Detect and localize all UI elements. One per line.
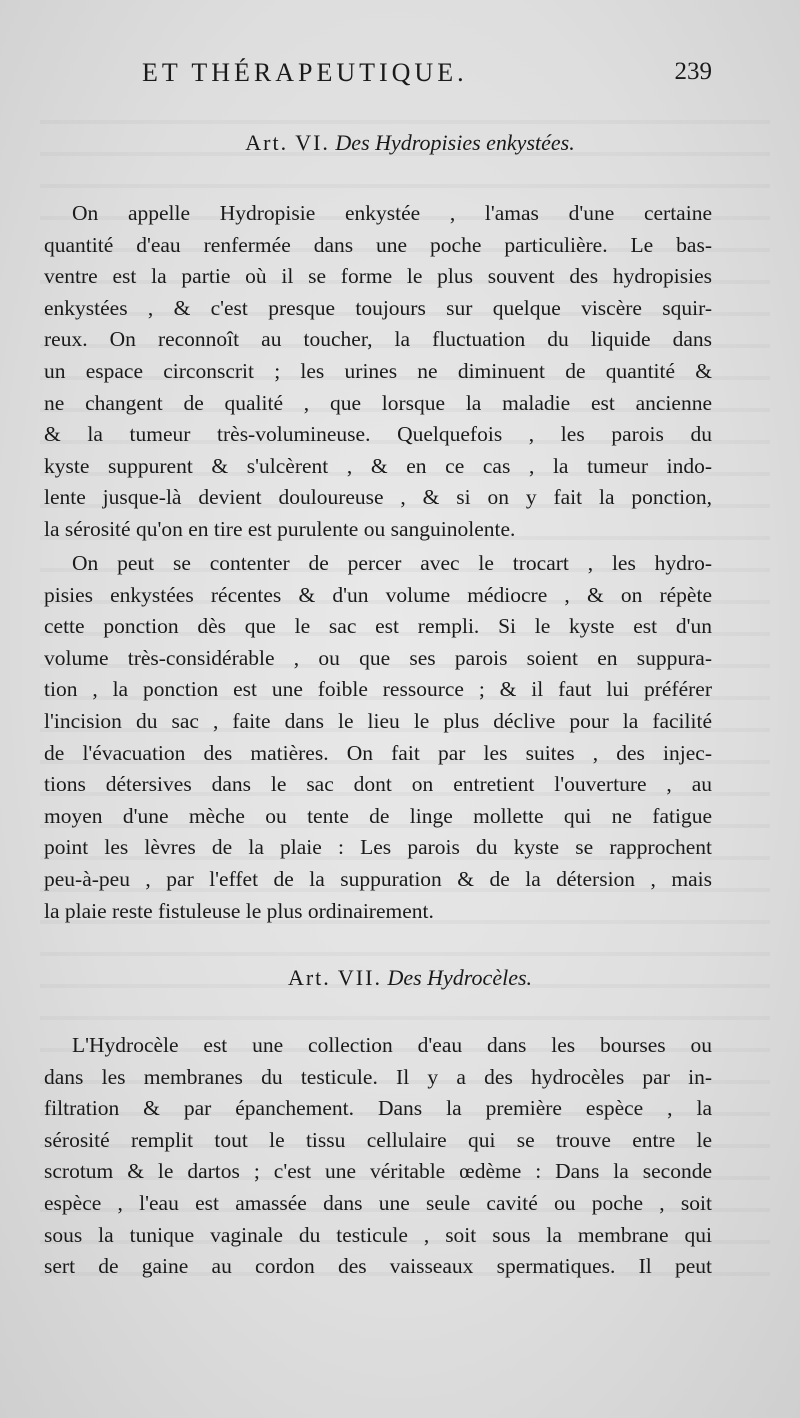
text-line: reux. On reconnoît au toucher, la fluctuation du liquide dans <box>44 327 712 352</box>
text-line: sert de gaine au cordon des vaisseaux spermatiques. Il peut <box>44 1254 712 1279</box>
text-line: sous la tunique vaginale du testicule , soit sous la membrane qui <box>44 1222 712 1247</box>
text-line: lente jusque-là devient douloureuse , & si on y fait la ponction, <box>44 485 712 510</box>
section-heading <box>40 965 780 991</box>
text-line: volume très-considérable , ou que ses parois soient en suppura- <box>44 645 712 670</box>
paragraph <box>44 548 712 927</box>
text-line: de l'évacuation des matières. On fait par les suites , des injec- <box>44 740 712 765</box>
section-label: Art. VI. <box>245 130 330 155</box>
text-line: quantité d'eau renfermée dans une poche particulière. Le bas- <box>44 232 712 257</box>
text-line: L'Hydrocèle est une collection d'eau dans les bourses ou <box>72 1033 712 1057</box>
text-line: pisies enkystées récentes & d'un volume médiocre , & on répète <box>44 582 712 607</box>
text-line: filtration & par épanchement. Dans la première espèce , la <box>44 1096 712 1121</box>
text-line: scrotum & le dartos ; c'est une véritable œdème : Dans la seconde <box>44 1159 712 1184</box>
text-line: la sérosité qu'on en tire est purulente ou sanguinolente. <box>44 516 516 541</box>
text-line: point les lèvres de la plaie : Les parois du kyste se rapprochent <box>44 835 712 860</box>
text-line: enkystées , & c'est presque toujours sur quelque viscère squir- <box>44 295 712 320</box>
text-line: un espace circonscrit ; les urines ne diminuent de quantité & <box>44 358 712 383</box>
section-title: Des Hydrocèles. <box>387 965 533 990</box>
text-line: & la tumeur très-volumineuse. Quelquefois , les parois du <box>44 422 712 447</box>
section-title: Des Hydropisies enkystées. <box>335 130 575 155</box>
text-line: On appelle Hydropisie enkystée , l'amas d'une certaine <box>72 201 712 225</box>
text-line: kyste suppurent & s'ulcèrent , & en ce cas , la tumeur indo- <box>44 453 712 478</box>
text-line: cette ponction dès que le sac est rempli. Si le kyste est d'un <box>44 614 712 639</box>
page-number: 239 <box>674 58 712 85</box>
text-line: tions détersives dans le sac dont on entretient l'ouverture , au <box>44 772 712 797</box>
text-line: ne changent de qualité , que lorsque la maladie est ancienne <box>44 390 712 415</box>
text-line: On peut se contenter de percer avec le trocart , les hydro- <box>72 551 712 575</box>
section-label: Art. VII. <box>287 965 382 990</box>
section-heading <box>40 130 780 156</box>
text-line: sérosité remplit tout le tissu cellulaire qui se trouve entre le <box>44 1127 712 1152</box>
text-line: l'incision du sac , faite dans le lieu le plus déclive pour la facilité <box>44 708 712 733</box>
paragraph <box>44 198 712 546</box>
running-title: ET THÉRAPEUTIQUE. <box>142 58 468 87</box>
text-line: moyen d'une mèche ou tente de linge mollette qui ne fatigue <box>44 803 712 828</box>
text-line: dans les membranes du testicule. Il y a des hydrocèles par in- <box>44 1064 712 1089</box>
paragraph <box>44 1030 712 1283</box>
text-line: ventre est la partie où il se forme le plus souvent des hydropisies <box>44 264 712 289</box>
text-line: espèce , l'eau est amassée dans une seule cavité ou poche , soit <box>44 1190 712 1215</box>
text-line: tion , la ponction est une foible ressource ; & il faut lui préférer <box>44 677 712 702</box>
text-line: peu-à-peu , par l'effet de la suppuration & de la détersion , mais <box>44 866 712 891</box>
text-line: la plaie reste fistuleuse le plus ordinairement. <box>44 898 434 923</box>
page-header <box>142 58 712 98</box>
